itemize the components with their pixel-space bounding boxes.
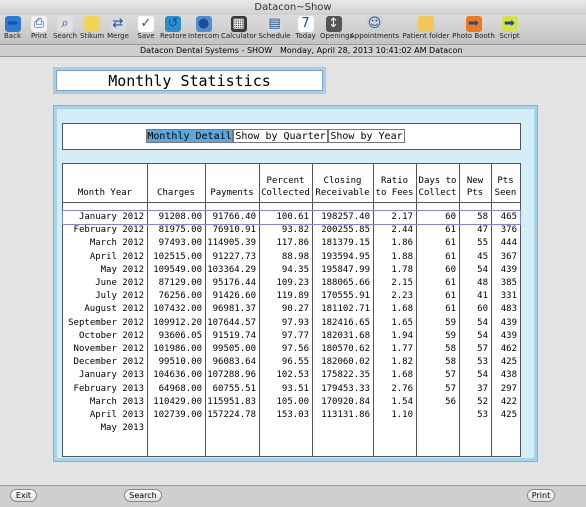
- header-new-pts[interactable]: [459, 168, 491, 202]
- print-button[interactable]: Print: [527, 489, 555, 502]
- cell-percent-collected: 102.53: [276, 370, 309, 381]
- cell-month-year: May 2012: [100, 264, 144, 275]
- cell-charges: 64968.00: [158, 383, 202, 394]
- toolbar-today-button[interactable]: [293, 15, 318, 45]
- cell-new-pts: 53: [477, 357, 488, 368]
- cell-month-year: February 2012: [73, 225, 144, 236]
- toolbar-label: Restore: [160, 32, 187, 40]
- cell-payments: 103364.29: [207, 264, 256, 275]
- cell-pts-seen: 483: [500, 304, 517, 315]
- cell-month-year: February 2013: [73, 383, 144, 394]
- cell-payments: 76910.91: [212, 225, 256, 236]
- cell-percent-collected: 93.51: [281, 383, 309, 394]
- cell-ratio-to-fees: 2.23: [391, 291, 413, 302]
- page-title: Monthly Statistics: [108, 72, 271, 90]
- toolbar-save-button[interactable]: [134, 15, 158, 45]
- cell-month-year: January 2012: [78, 212, 144, 222]
- header-line: Month Year: [77, 188, 133, 198]
- table-row[interactable]: [63, 251, 520, 264]
- toolbar: [0, 15, 586, 45]
- table-row[interactable]: [63, 317, 520, 330]
- cell-pts-seen: 462: [500, 344, 517, 354]
- cell-new-pts: 48: [477, 278, 488, 288]
- toolbar-back-button[interactable]: [0, 15, 25, 45]
- cell-ratio-to-fees: 1.86: [391, 238, 413, 249]
- tab-show-by-year[interactable]: Show by Year: [328, 129, 405, 143]
- cell-pts-seen: 385: [500, 278, 517, 288]
- header-label: [459, 175, 491, 199]
- cell-closing-receivable: 200255.85: [321, 225, 370, 236]
- cell-month-year: July 2012: [95, 291, 144, 302]
- cell-ratio-to-fees: 1.10: [391, 410, 413, 420]
- cell-days-to-collect: 59: [445, 317, 456, 328]
- header-line: Collected: [261, 188, 310, 198]
- cell-payments: 157224.78: [207, 410, 256, 420]
- cell-days-to-collect: 61: [445, 278, 456, 288]
- header-line: Ratio: [380, 176, 409, 186]
- cell-ratio-to-fees: 2.17: [391, 212, 413, 222]
- cell-pts-seen: 331: [500, 291, 517, 302]
- toolbar-stikum-button[interactable]: [80, 15, 103, 45]
- cell-month-year: April 2013: [89, 410, 144, 420]
- cell-new-pts: 47: [477, 225, 488, 236]
- cell-charges: 87129.00: [158, 278, 202, 288]
- cell-days-to-collect: 59: [445, 330, 456, 341]
- statistics-table: [62, 163, 521, 457]
- table-row[interactable]: [63, 343, 520, 356]
- cell-new-pts: 60: [477, 304, 488, 315]
- table-row[interactable]: [63, 383, 520, 396]
- cell-closing-receivable: 193594.95: [321, 251, 370, 262]
- table-row[interactable]: [63, 303, 520, 316]
- cell-payments: [205, 422, 256, 435]
- toolbar-search-button[interactable]: [52, 15, 78, 45]
- folder-icon: [418, 16, 434, 32]
- table-row[interactable]: [63, 237, 520, 250]
- cell-charges: 102515.00: [153, 251, 202, 262]
- cell-new-pts: 58: [477, 212, 488, 222]
- calculator-icon: ▦: [232, 16, 245, 31]
- bottom-bar: [0, 485, 586, 507]
- toolbar-label: Print: [30, 32, 48, 40]
- toolbar-label: Back: [4, 32, 21, 40]
- cell-closing-receivable: 195847.99: [321, 264, 370, 275]
- cell-pts-seen: 425: [500, 410, 517, 420]
- table-row[interactable]: [63, 409, 520, 422]
- cell-ratio-to-fees: 2.44: [391, 225, 413, 236]
- cell-pts-seen: 438: [500, 370, 517, 381]
- current-datetime: Monday, April 28, 2013 10:41:02 AM Datacon: [280, 46, 463, 55]
- cell-payments: 91519.74: [212, 330, 256, 341]
- cell-charges: 81975.00: [158, 225, 202, 236]
- company-name: Datacon Dental Systems - SHOW: [140, 46, 273, 55]
- cell-pts-seen: [491, 422, 517, 435]
- schedule-icon: ▤: [268, 16, 281, 31]
- status-bar: [0, 45, 586, 57]
- cell-month-year: March 2012: [89, 238, 144, 249]
- cell-closing-receivable: 180570.62: [321, 344, 370, 354]
- toolbar-label: Stikum: [80, 32, 105, 40]
- cell-ratio-to-fees: 1.68: [391, 370, 413, 381]
- header-line: Days to: [418, 176, 457, 186]
- cell-new-pts: 54: [477, 317, 488, 328]
- cell-percent-collected: 100.61: [276, 212, 309, 222]
- toolbar-openings-button[interactable]: [320, 15, 354, 45]
- header-divider: [63, 202, 520, 203]
- cell-days-to-collect: 58: [445, 357, 456, 368]
- toolbar-label: Appointments: [349, 32, 400, 40]
- cell-new-pts: 55: [477, 238, 488, 249]
- table-row[interactable]: [63, 396, 520, 409]
- openings-icon: ↕: [326, 16, 342, 32]
- table-row[interactable]: [63, 224, 520, 237]
- cell-new-pts: 57: [477, 344, 488, 354]
- cell-closing-receivable: 181102.71: [321, 304, 370, 315]
- cell-closing-receivable: 182416.65: [321, 317, 370, 328]
- cell-new-pts: 54: [477, 264, 488, 275]
- cell-percent-collected: 105.00: [276, 396, 309, 407]
- search-button[interactable]: Search: [124, 489, 162, 502]
- cell-payments: 91227.73: [212, 251, 256, 262]
- printer-icon: ⎙: [31, 16, 47, 32]
- header-label: [491, 175, 520, 199]
- cell-closing-receivable: 170920.84: [321, 396, 370, 407]
- header-line: Pts: [466, 188, 484, 198]
- header-month-year[interactable]: [63, 168, 147, 202]
- cell-days-to-collect: 60: [445, 264, 456, 275]
- toolbar-script-button[interactable]: [497, 15, 522, 45]
- toolbar-label: Intercom: [188, 32, 220, 40]
- table-row[interactable]: [63, 211, 520, 224]
- photo-booth-arrow-icon: ➡: [466, 16, 482, 32]
- cell-payments: 96981.37: [212, 304, 256, 315]
- table-row[interactable]: [63, 369, 520, 382]
- table-row[interactable]: [63, 277, 520, 290]
- cell-charges: 93606.05: [158, 330, 202, 341]
- cell-month-year: November 2012: [73, 344, 144, 354]
- cell-closing-receivable: 182031.68: [321, 330, 370, 341]
- cell-percent-collected: 90.27: [281, 304, 309, 315]
- cell-days-to-collect: 61: [445, 238, 456, 249]
- toolbar-label: Merge: [107, 32, 129, 40]
- merge-icon: ⇄: [110, 16, 126, 32]
- cell-pts-seen: 439: [500, 264, 517, 275]
- cell-days-to-collect: 60: [445, 212, 456, 222]
- cell-month-year: August 2012: [84, 304, 144, 315]
- cell-pts-seen: 439: [500, 330, 517, 341]
- cell-charges: 76256.00: [158, 291, 202, 302]
- cell-percent-collected: 88.98: [281, 251, 309, 262]
- cell-pts-seen: 425: [500, 357, 517, 368]
- header-line: Payments: [210, 188, 254, 198]
- header-line: Percent: [266, 176, 305, 186]
- cell-new-pts: [459, 422, 488, 435]
- table-row[interactable]: [63, 356, 520, 369]
- cell-days-to-collect: 56: [445, 396, 456, 407]
- restore-icon: ↺: [165, 16, 181, 32]
- cell-days-to-collect: 61: [445, 225, 456, 236]
- header-line: Receivable: [315, 188, 370, 198]
- header-label: [416, 175, 459, 199]
- cell-month-year: October 2012: [78, 330, 144, 341]
- cell-payments: 107644.57: [207, 317, 256, 328]
- cell-payments: 95176.44: [212, 278, 256, 288]
- cell-percent-collected: [259, 422, 309, 435]
- cell-ratio-to-fees: 1.82: [391, 357, 413, 368]
- cell-pts-seen: 465: [500, 212, 517, 222]
- cell-payments: 99505.00: [212, 344, 256, 354]
- cell-percent-collected: 97.77: [281, 330, 309, 341]
- cell-ratio-to-fees: 1.65: [391, 317, 413, 328]
- toolbar-merge-button[interactable]: [104, 15, 132, 45]
- cell-closing-receivable: 188065.66: [321, 278, 370, 288]
- header-days-to-collect[interactable]: [416, 168, 459, 202]
- cell-new-pts: 45: [477, 251, 488, 262]
- cell-ratio-to-fees: 1.78: [391, 264, 413, 275]
- script-arrow-icon: ➡: [502, 16, 518, 32]
- header-label: [147, 175, 205, 199]
- cell-new-pts: 52: [477, 396, 488, 407]
- cell-ratio-to-fees: 1.77: [391, 344, 413, 354]
- cell-pts-seen: 367: [500, 251, 517, 262]
- cell-percent-collected: 109.23: [276, 278, 309, 288]
- header-line: Pts: [497, 176, 514, 186]
- cell-ratio-to-fees: 1.54: [391, 396, 413, 407]
- cell-closing-receivable: 113131.86: [321, 410, 370, 420]
- cell-percent-collected: 119.89: [276, 291, 309, 302]
- toolbar-appointments-button[interactable]: [349, 15, 400, 45]
- table-row[interactable]: [63, 290, 520, 303]
- cell-pts-seen: 422: [500, 396, 517, 407]
- cell-percent-collected: 153.03: [276, 410, 309, 420]
- header-payments[interactable]: [205, 168, 259, 202]
- cell-days-to-collect: 58: [445, 344, 456, 354]
- header-percent-collected[interactable]: [259, 168, 312, 202]
- magnifier-icon: ⌕: [57, 16, 73, 32]
- window-title: Datacon~Show: [0, 0, 586, 15]
- cell-charges: 104636.00: [153, 370, 202, 381]
- cell-days-to-collect: 61: [445, 291, 456, 302]
- cell-month-year: April 2012: [89, 251, 144, 262]
- cell-new-pts: 41: [477, 291, 488, 302]
- toolbar-intercom-button[interactable]: [188, 15, 219, 45]
- cell-new-pts: 54: [477, 370, 488, 381]
- cell-charges: 109912.20: [153, 317, 202, 328]
- header-label: [205, 175, 259, 199]
- toolbar-label: Schedule: [258, 32, 291, 40]
- cell-days-to-collect: 61: [445, 304, 456, 315]
- cell-pts-seen: 439: [500, 317, 517, 328]
- toolbar-label: Patient folder: [402, 32, 450, 40]
- cell-days-to-collect: [416, 422, 456, 435]
- table-row[interactable]: [63, 330, 520, 343]
- toolbar-photo-booth-button[interactable]: [452, 15, 495, 45]
- toolbar-label: Script: [499, 32, 520, 40]
- cell-charges: 109549.00: [153, 264, 202, 275]
- toolbar-label: Search: [52, 32, 78, 40]
- cell-new-pts: 53: [477, 410, 488, 420]
- cell-percent-collected: 97.56: [281, 344, 309, 354]
- cell-percent-collected: 93.82: [281, 225, 309, 236]
- cell-payments: 114905.39: [207, 238, 256, 249]
- header-label: [312, 175, 373, 199]
- toolbar-label: Openings: [320, 32, 354, 40]
- header-line: Charges: [157, 188, 195, 198]
- cell-payments: 91426.60: [212, 291, 256, 302]
- header-line: New: [466, 176, 484, 186]
- cell-payments: 107288.96: [207, 370, 256, 381]
- cell-charges: 99510.00: [158, 357, 202, 368]
- cell-ratio-to-fees: 2.15: [391, 278, 413, 288]
- header-label: [63, 175, 147, 199]
- cell-pts-seen: 297: [500, 383, 517, 394]
- cell-closing-receivable: 182060.02: [321, 357, 370, 368]
- cell-month-year: January 2013: [78, 370, 144, 381]
- cell-percent-collected: 97.93: [281, 317, 309, 328]
- exit-button[interactable]: Exit: [10, 489, 37, 502]
- page-title-box: [53, 67, 326, 94]
- cell-charges: 101986.00: [153, 344, 202, 354]
- cell-days-to-collect: [416, 409, 456, 422]
- header-line: [147, 175, 205, 187]
- table-row[interactable]: [63, 422, 520, 435]
- header-line: Collect: [418, 188, 457, 198]
- header-label: [259, 175, 312, 199]
- header-line: to Fees: [375, 188, 414, 198]
- cell-closing-receivable: 170555.91: [321, 291, 370, 302]
- cell-month-year: June 2012: [95, 278, 144, 288]
- tab-monthly-detail[interactable]: Monthly Detail: [147, 131, 232, 142]
- cell-ratio-to-fees: 1.94: [391, 330, 413, 341]
- cell-percent-collected: 96.55: [281, 357, 309, 368]
- cell-charges: 91208.00: [158, 212, 202, 222]
- cell-charges: 110429.00: [153, 396, 202, 407]
- header-line: Seen: [494, 188, 517, 198]
- cell-ratio-to-fees: 1.68: [391, 304, 413, 315]
- cell-new-pts: 37: [477, 383, 488, 394]
- cell-percent-collected: 94.35: [281, 264, 309, 275]
- intercom-bubble-icon: ●: [196, 16, 212, 32]
- toolbar-calculator-button[interactable]: [221, 15, 256, 45]
- toolbar-patient-folder-button[interactable]: [402, 15, 450, 45]
- header-line: Closing: [323, 176, 362, 186]
- cell-closing-receivable: 198257.40: [321, 212, 370, 222]
- cell-ratio-to-fees: 2.76: [391, 383, 413, 394]
- cell-payments: 115951.83: [207, 396, 256, 407]
- cell-charges: 97493.00: [158, 238, 202, 249]
- toolbar-label: Photo Booth: [452, 32, 495, 40]
- header-label: [373, 175, 416, 199]
- cell-pts-seen: 376: [500, 225, 517, 236]
- header-ratio-to-fees[interactable]: [373, 168, 416, 202]
- sticky-note-icon: [84, 16, 100, 32]
- cell-payments: 91766.40: [212, 212, 256, 222]
- calendar-icon: 7: [298, 16, 314, 32]
- header-line: [63, 175, 147, 187]
- cell-new-pts: 54: [477, 330, 488, 341]
- save-icon: ✓: [138, 16, 154, 32]
- cell-month-year: September 2012: [68, 317, 144, 328]
- cell-month-year: December 2012: [73, 357, 144, 368]
- cell-charges: 102739.00: [153, 410, 202, 420]
- appointments-icon: ☺: [367, 16, 382, 31]
- toolbar-label: Save: [137, 32, 155, 40]
- cell-payments: 96083.64: [212, 357, 256, 368]
- cell-closing-receivable: 181379.15: [321, 238, 370, 249]
- cell-charges: [147, 422, 202, 435]
- cell-days-to-collect: 61: [445, 251, 456, 262]
- toolbar-label: Calculator: [221, 32, 257, 40]
- cell-payments: 60755.51: [212, 383, 256, 394]
- header-closing-receivable[interactable]: [312, 168, 373, 202]
- cell-percent-collected: 117.86: [276, 238, 309, 249]
- table-row[interactable]: [63, 264, 520, 277]
- tab-show-by-quarter[interactable]: Show by Quarter: [233, 129, 328, 143]
- header-charges[interactable]: [147, 168, 205, 202]
- cell-closing-receivable: [312, 422, 370, 435]
- cell-days-to-collect: 57: [445, 383, 456, 394]
- cell-ratio-to-fees: 1.88: [391, 251, 413, 262]
- toolbar-label: Today: [295, 32, 316, 40]
- toolbar-restore-button[interactable]: [160, 15, 186, 45]
- cell-pts-seen: 444: [500, 238, 517, 249]
- cell-month-year: May 2013: [100, 423, 144, 434]
- header-pts-seen[interactable]: [491, 168, 520, 202]
- cell-closing-receivable: 175822.35: [321, 370, 370, 381]
- toolbar-print-button[interactable]: [27, 15, 51, 45]
- cell-days-to-collect: 57: [445, 370, 456, 381]
- header-line: [205, 175, 259, 187]
- cell-charges: 107432.00: [153, 304, 202, 315]
- cell-closing-receivable: 179453.33: [321, 383, 370, 394]
- cell-ratio-to-fees: [373, 422, 413, 435]
- cell-month-year: March 2013: [89, 396, 144, 407]
- back-arrow-icon: ⬅: [5, 16, 21, 32]
- toolbar-schedule-button[interactable]: [258, 15, 291, 45]
